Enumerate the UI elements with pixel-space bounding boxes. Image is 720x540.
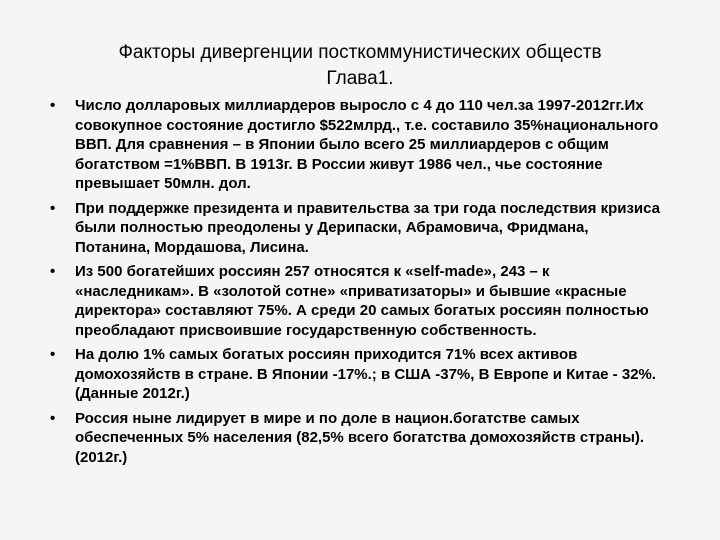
bullet-item xyxy=(50,262,665,340)
bullet-text: Россия ныне лидирует в мире и по доле в национ.богатстве самых обеспеченных 5% населения (82,5% всего богатства домохозяйств страны). (2012г.) xyxy=(75,409,645,466)
title-line-2: Глава1. xyxy=(326,68,394,89)
bullet-list xyxy=(50,96,665,472)
bullet-dot-icon: • xyxy=(50,199,56,217)
bullet-item xyxy=(50,96,665,194)
bullet-text: При поддержке президента и правительства за три года последствия кризиса были полностью преодолены у Дерипаски, Абрамовича, Фридмана, Потанина, Мордашова, Лисина. xyxy=(75,199,660,256)
bullet-text: На долю 1% самых богатых россиян приходится 71% всех активов домохозяйств в стране. В Японии -17%.; в США -37%, В Европе и Китае - 32%. (Данные 2012г.) xyxy=(75,346,657,402)
slide-title xyxy=(40,40,680,92)
bullet-item xyxy=(50,345,665,404)
bullet-text: Число долларовых миллиардеров выросло с 4 до 110 чел.за 1997-2012гг.Их совокупное состояние достигло $522млрд., т.е. составило 35%национального ВВП. Для сравнения – в Японии было всего 25 миллиардеров с общим богатством =1%ВВП. В 1913г. В России живут 1986 чел., чье состояние превышает 50млн. дол. xyxy=(75,97,659,192)
bullet-dot-icon: • xyxy=(50,263,56,280)
bullet-item xyxy=(50,409,665,468)
bullet-dot-icon: • xyxy=(50,346,56,363)
bullet-item xyxy=(50,199,665,258)
bullet-dot-icon: • xyxy=(50,97,56,114)
title-line-1: Факторы дивергенции посткоммунистических обществ xyxy=(118,42,602,63)
bullet-text: Из 500 богатейших россиян 257 относятся к «self-made», 243 – к «наследникам». В «золотой сотне» «приватизаторы» и бывшие «красные директора» составляют 75%. А среди 20 самых богатых россиян полностью преобладают присвоившие государственную собственность. xyxy=(75,263,649,339)
bullet-dot-icon: • xyxy=(50,409,56,427)
